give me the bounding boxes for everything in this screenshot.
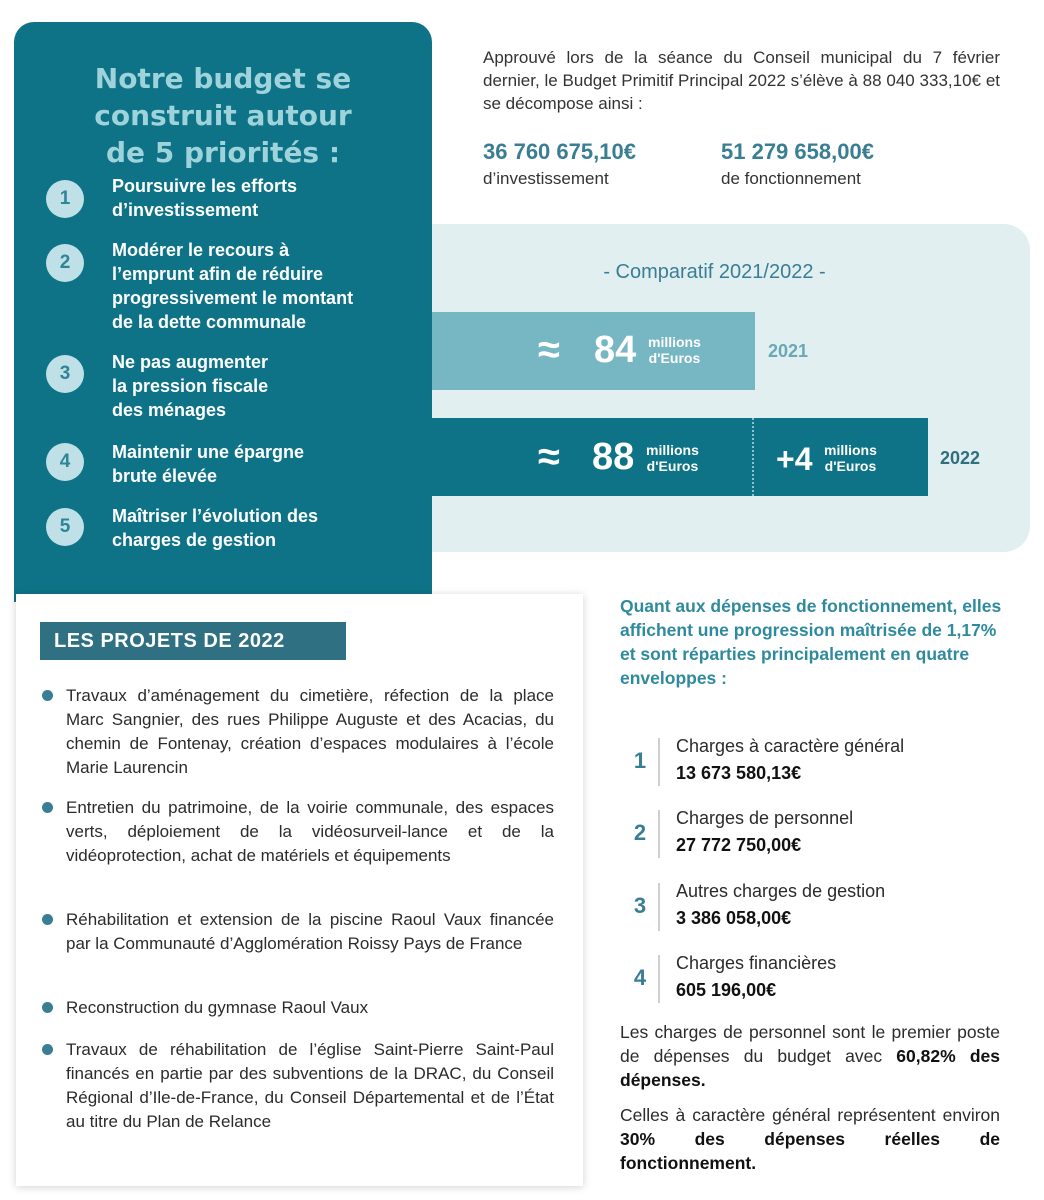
expense-number: 4	[633, 965, 647, 990]
project-text: Réhabilitation et extension de la piscine Raoul Vaux financée par la Communauté d’Agglomération Roissy Pays de France	[66, 910, 554, 953]
investment-value: 36 760 675,10€	[483, 139, 636, 164]
expense-divider	[658, 810, 660, 858]
general-note-highlight: 30% des dépenses réelles de fonctionnement.	[620, 1129, 1000, 1173]
expense-row	[628, 951, 1018, 1011]
expense-divider	[658, 955, 660, 1003]
bar-2022-divider	[752, 418, 754, 496]
personnel-note-highlight: 60,82% des dépenses.	[620, 1046, 1000, 1090]
personnel-note	[620, 1020, 1000, 1092]
priority-text: Ne pas augmenter la pression fiscale des ménages	[112, 352, 269, 420]
general-charges-note	[620, 1103, 1000, 1175]
projects-header: LES PROJETS DE 2022	[40, 622, 346, 660]
comparison-title: - Comparatif 2021/2022 -	[603, 261, 826, 283]
priority-number: 3	[46, 355, 84, 393]
expense-divider	[658, 883, 660, 931]
priority-text: Modérer le recours à l’emprunt afin de réduire progressivement le montant de la dette communale	[112, 240, 354, 332]
budget-intro-text: Approuvé lors de la séance du Conseil municipal du 7 février dernier, le Budget Primitif Principal 2022 s’élève à 88 040 333,10€ et se décompose ainsi :	[483, 48, 1000, 113]
year-2022-label: 2022	[940, 448, 981, 468]
priority-number: 1	[46, 180, 84, 218]
expense-row	[628, 734, 1018, 794]
expense-number: 2	[633, 820, 647, 845]
expense-value: 3 386 058,00€	[676, 908, 792, 928]
bar-2021	[432, 312, 755, 390]
priority-number: 5	[46, 508, 84, 546]
investment-label: d’investissement	[483, 169, 609, 188]
bullet-icon	[42, 802, 53, 813]
expense-value: 605 196,00€	[676, 980, 777, 1000]
expenses-intro: Quant aux dépenses de fonctionnement, elles affichent une progression maîtrisée de 1,17% et sont réparties principalement en quatre enveloppes :	[620, 596, 1002, 688]
operating-label: de fonctionnement	[721, 169, 861, 188]
project-text: Travaux de réhabilitation de l’église Saint-Pierre Saint-Paul financés en partie par des subventions de la DRAC, du Conseil Régional d’Ile-de-France, du Conseil Départemental et de l’État au titre du Plan de Relance	[66, 1040, 554, 1131]
priority-text: Poursuivre les efforts d’investissement	[112, 176, 298, 220]
personnel-note-text: Les charges de personnel sont le premier poste de dépenses du budget avec	[620, 1022, 1000, 1066]
expense-value: 27 772 750,00€	[676, 835, 802, 855]
expense-number: 3	[633, 893, 647, 918]
bar-2021-value: 84	[594, 329, 637, 371]
year-2021-label: 2021	[768, 341, 809, 361]
expense-label: Autres charges de gestion	[676, 881, 886, 901]
bullet-icon	[42, 1002, 53, 1013]
operating-value: 51 279 658,00€	[721, 139, 874, 164]
approx-icon: ≈	[538, 435, 560, 479]
priorities-title: Notre budget se construit autour de 5 priorités :	[94, 62, 352, 169]
bullet-icon	[42, 914, 53, 925]
general-note-text: Celles à caractère général représentent environ	[620, 1105, 1000, 1125]
expense-row	[628, 879, 1018, 939]
expense-label: Charges de personnel	[676, 808, 854, 828]
expense-number: 1	[633, 748, 647, 773]
bar-2022-increase: +4	[776, 441, 813, 477]
bullet-icon	[42, 690, 53, 701]
expense-divider	[658, 738, 660, 786]
bar-2022-unit: millions d'Euros	[646, 442, 699, 474]
priority-text: Maîtriser l’évolution des charges de gestion	[112, 506, 319, 550]
investment-amount	[483, 138, 636, 190]
project-text: Reconstruction du gymnase Raoul Vaux	[66, 998, 369, 1017]
operating-amount	[721, 138, 874, 190]
bullet-icon	[42, 1044, 53, 1055]
expense-label: Charges à caractère général	[676, 736, 905, 756]
project-text: Travaux d’aménagement du cimetière, réfection de la place Marc Sangnier, des rues Philippe Auguste et des Acacias, du chemin de Fontenay, création d’espaces modulaires à l’école Marie Laurencin	[66, 686, 554, 777]
project-text: Entretien du patrimoine, de la voirie communale, des espaces verts, déploiement de la vidéosurveil-lance et de la vidéoprotection, achat de matériels et équipements	[66, 798, 554, 865]
bar-2021-unit: millions d'Euros	[648, 334, 701, 366]
expense-value: 13 673 580,13€	[676, 763, 802, 783]
bar-2022-increase-unit: millions d'Euros	[824, 442, 877, 474]
expense-label: Charges financières	[676, 953, 837, 973]
bar-2022-value: 88	[592, 436, 635, 478]
priorities-panel	[14, 22, 432, 602]
priority-number: 4	[46, 443, 84, 481]
projects-card	[16, 594, 583, 1186]
priority-number: 2	[46, 244, 84, 282]
approx-icon: ≈	[538, 328, 560, 372]
priority-text: Maintenir une épargne brute élevée	[112, 442, 305, 486]
expense-row	[628, 806, 1018, 866]
bar-2022	[432, 418, 928, 496]
